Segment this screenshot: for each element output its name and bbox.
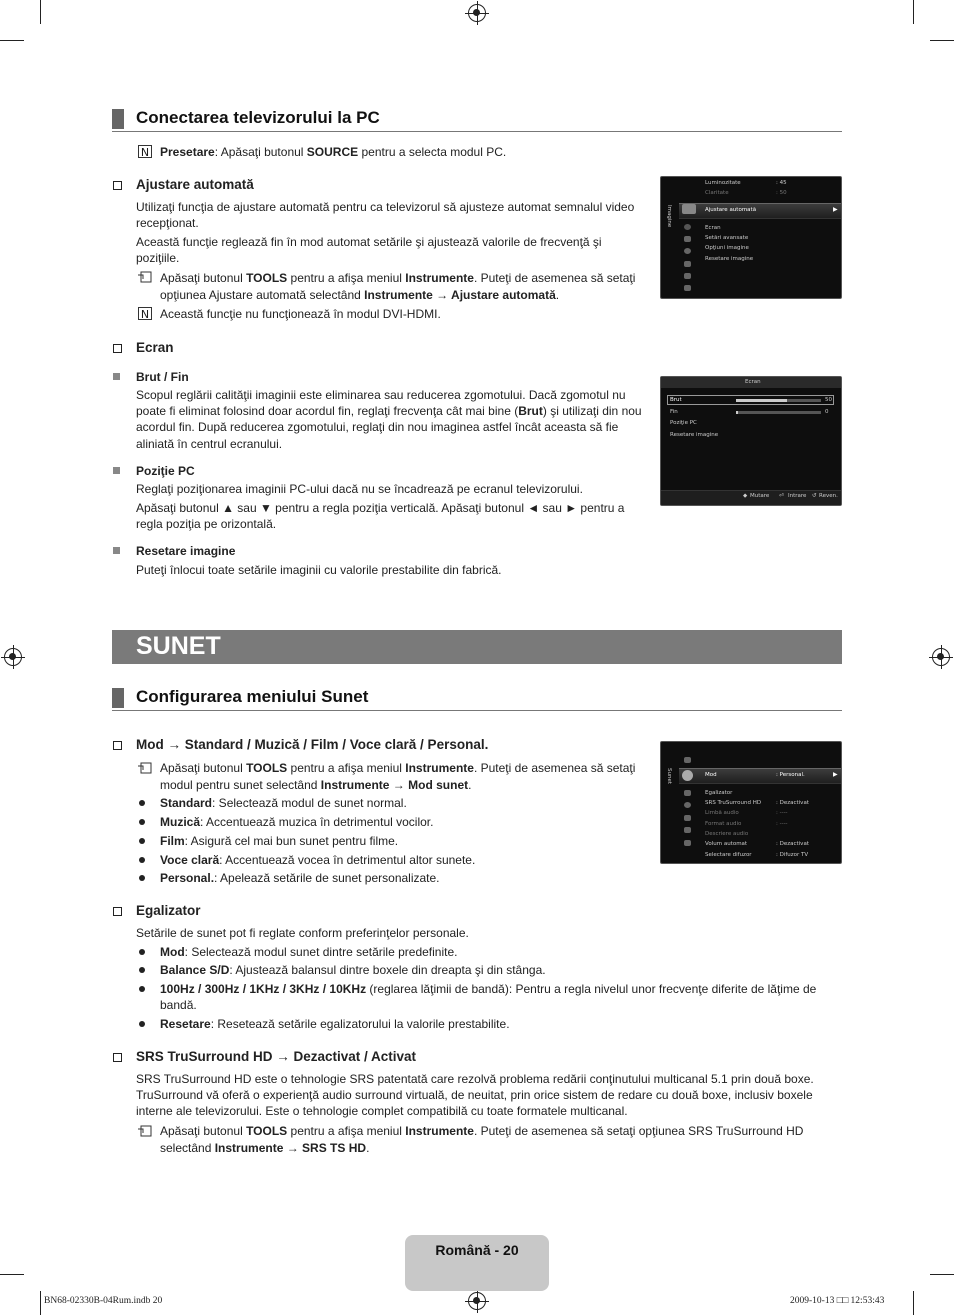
highlight-bar	[679, 203, 842, 219]
row-label-selected[interactable]: Brut	[670, 397, 682, 403]
picture-icon	[684, 757, 691, 763]
pozitie-l3: regla poziţia pe orizontală.	[136, 517, 277, 531]
row-label[interactable]: Egalizator	[705, 790, 733, 796]
mod-tools-l1: Apăsaţi butonul TOOLS pentru a afişa meniul Instrumente. Puteţi de asemenea să setaţi	[160, 761, 636, 775]
mod-bullet: Personal.: Apelează setările de sunet personalizate.	[160, 871, 440, 885]
brut-l3: acordul fin. După reducerea zgomotului, reglaţi din nou imaginea astfel încât aceasta să fie	[136, 420, 619, 434]
registration-mark-icon	[468, 4, 486, 22]
tv-screen-ecran	[660, 376, 842, 506]
crop-mark	[913, 0, 914, 24]
mod-tools-l2: modul pentru sunet selectând Instrumente → Mod sunet.	[160, 778, 472, 792]
checkbox-bullet-icon	[113, 344, 122, 353]
sound-icon	[684, 224, 691, 230]
crop-mark	[40, 0, 41, 24]
row-label[interactable]: Volum automat	[705, 841, 748, 847]
ajustare-p1-l1: Utilizaţi funcţia de ajustare automată pentru ca televizorul să ajusteze automat semnalul video	[136, 200, 635, 214]
input-icon	[684, 261, 691, 267]
brut-l4: aliniată în centrul ecranului.	[136, 437, 283, 451]
srs-l3: interne ale televizorului. Este o tehnologie complet compatibilă cu toate formatele multicanal.	[136, 1104, 628, 1118]
square-bullet-icon	[113, 467, 120, 474]
tv-screen-sunet	[660, 741, 842, 864]
tools-note-icon	[138, 271, 152, 283]
picture-icon	[682, 204, 696, 214]
ecran-title: Ecran	[136, 340, 174, 355]
row-label: Luminozitate	[705, 180, 741, 186]
heading-text: Conectarea televizorului la PC	[136, 108, 380, 127]
brut-l1: Scopul reglării calităţii imaginii este eliminarea sau reducerea zgomotului. Dacă zgomotul nu	[136, 388, 626, 402]
channel-icon	[684, 236, 691, 242]
row-value: : Dezactivat	[776, 800, 809, 806]
arrow-right-icon: ▶	[833, 206, 838, 213]
ajustare-title: Ajustare automată	[136, 177, 254, 192]
egalizator-title: Egalizator	[136, 903, 201, 918]
row-label[interactable]: Selectare difuzor	[705, 852, 752, 858]
source-label: SOURCE	[306, 145, 359, 159]
fin-value: 0	[825, 409, 829, 415]
egalizator-bullet-cont: bandă.	[160, 998, 197, 1012]
mod-title: Mod → Standard / Muzică / Film / Voce clară / Personal.	[136, 737, 489, 752]
bullet-dot	[139, 967, 145, 973]
srs-tools-l1: Apăsaţi butonul TOOLS pentru a afişa meniul Instrumente. Puteţi de asemenea să setaţi opţiunea SRS TruSurround HD	[160, 1124, 804, 1138]
pozitie-l1: Reglaţi poziţionarea imaginii PC-ului dacă nu se încadrează pe ecranul televizorului.	[136, 482, 583, 496]
enter-icon: ⏎	[779, 493, 784, 499]
bullet-dot	[139, 875, 145, 881]
row-value: : 50	[776, 190, 787, 196]
row-label[interactable]: Fin	[670, 409, 678, 415]
row-label: Descriere audio	[705, 831, 749, 837]
bullet-dot	[139, 800, 145, 806]
row-value: : ----	[776, 810, 788, 816]
registration-mark-icon	[4, 648, 22, 666]
bullet-dot	[139, 857, 145, 863]
application-icon	[684, 827, 691, 833]
bullet-dot	[139, 1021, 145, 1027]
sunet-banner	[112, 630, 842, 664]
brut-l2: poate fi eliminat folosind doar acordul fin, reglaţi frecvenţa cât mai bine (Brut) şi utilizaţi din nou	[136, 404, 642, 418]
fin-slider-track[interactable]	[736, 411, 821, 414]
row-label-selected[interactable]: Ajustare automată	[705, 207, 757, 213]
egalizator-bullet: 100Hz / 300Hz / 1KHz / 3KHz / 10KHz (reglarea lăţimii de bandă): Pentru a regla nivelul unor frecvenţe diferite de lăţime de	[160, 982, 817, 996]
egalizator-bullet: Resetare: Resetează setările egalizatorului la valorile prestabilite.	[160, 1017, 510, 1031]
row-value: : Difuzor TV	[776, 852, 809, 858]
checkbox-bullet-icon	[113, 907, 122, 916]
ajustare-p2-l1: Această funcţie reglează fin în mod automat setările şi ajustează valorile de frecvenţă şi	[136, 235, 602, 249]
support-icon	[684, 285, 691, 291]
row-value: : Dezactivat	[776, 841, 809, 847]
side-label: Imagine	[666, 205, 672, 228]
tv-screen-imagine	[660, 176, 842, 299]
egalizator-intro: Setările de sunet pot fi reglate conform preferinţelor personale.	[136, 926, 469, 940]
heading-bar	[112, 688, 124, 708]
banner-title: SUNET	[136, 632, 221, 660]
checkbox-bullet-icon	[113, 1053, 122, 1062]
resetare-l1: Puteţi înlocui toate setările imaginii cu valorile prestabilite din fabrică.	[136, 563, 502, 577]
fin-slider-fill	[736, 411, 738, 414]
support-icon	[684, 840, 691, 846]
checkbox-bullet-icon	[113, 181, 122, 190]
screen-title: Ecran	[745, 379, 761, 385]
preset-text-end: pentru a selecta modul PC.	[358, 145, 507, 159]
resetare-title: Resetare imagine	[136, 544, 236, 558]
crop-mark	[0, 1274, 24, 1275]
registration-mark-icon	[932, 648, 950, 666]
side-label: Sunet	[666, 768, 672, 785]
input-icon	[684, 815, 691, 821]
srs-l1: SRS TruSurround HD este o tehnologie SRS patentată care rezolvă problema redării conţinutului multicanal 5.1 prin două boxe.	[136, 1072, 814, 1086]
section-heading-sunet	[112, 688, 842, 711]
channel-icon	[684, 790, 691, 796]
bullet-dot	[139, 819, 145, 825]
row-label: Format audio	[705, 821, 742, 827]
srs-l2: TruSurround vă oferă o experienţă audio surround virtuală, de neuitat, prin orice sistem de redare cu două boxe, inclusiv boxele	[136, 1088, 813, 1102]
page-number-tab	[405, 1235, 549, 1291]
row-label[interactable]: Resetare imagine	[705, 256, 754, 262]
ajustare-tools-l2: opţiunea Ajustare automată selectând Instrumente → Ajustare automată.	[160, 288, 560, 302]
heading-text: Configurarea meniului Sunet	[136, 687, 369, 706]
bullet-dot	[139, 986, 145, 992]
ajustare-p2-l2: poziţiile.	[136, 251, 180, 265]
ajustare-note: Această funcţie nu funcţionează în modul DVI-HDMI.	[160, 307, 441, 321]
return-icon: ↺	[812, 493, 817, 499]
pozitie-title: Poziţie PC	[136, 464, 195, 478]
section-heading-pc	[112, 109, 842, 132]
row-label[interactable]: Ecran	[705, 225, 721, 231]
row-label: Claritate	[705, 190, 729, 196]
brut-slider-track[interactable]	[736, 399, 821, 402]
crop-mark	[930, 1274, 954, 1275]
srs-title: SRS TruSurround HD → Dezactivat / Activat	[136, 1049, 417, 1064]
crop-mark	[913, 1291, 914, 1315]
heading-bar	[112, 109, 124, 129]
arrow-right-icon: ▶	[833, 771, 838, 778]
brut-slider-fill	[736, 399, 787, 402]
brut-value: 50	[825, 397, 832, 403]
crop-mark	[0, 40, 24, 41]
ajustare-p1-l2: recepţionat.	[136, 216, 199, 230]
note-icon: N	[138, 307, 152, 320]
footer-file-info: BN68-02330B-04Rum.indb 20	[44, 1296, 163, 1306]
mod-bullet: Voce clară: Accentuează vocea în detrimentul altor sunete.	[160, 853, 476, 867]
row-label-selected[interactable]: Mod	[705, 772, 717, 778]
highlight-bar	[679, 768, 842, 784]
square-bullet-icon	[113, 547, 120, 554]
preset-label: Presetare	[160, 145, 215, 159]
pozitie-l2: Apăsaţi butonul ▲ sau ▼ pentru a regla poziţia verticală. Apăsaţi butonul ◄ sau ► pentru a	[136, 501, 625, 515]
return-label: Reven.	[819, 493, 838, 499]
srs-tools-l2: selectând Instrumente → SRS TS HD.	[160, 1141, 370, 1155]
registration-mark-icon	[468, 1292, 486, 1310]
bullet-dot	[139, 949, 145, 955]
mod-bullet: Standard: Selectează modul de sunet normal.	[160, 796, 407, 810]
brut-title: Brut / Fin	[136, 370, 189, 384]
row-value: : Personal.	[776, 772, 805, 778]
bullet-dot	[139, 838, 145, 844]
page-number: Română - 20	[435, 1242, 519, 1258]
tools-note-icon	[138, 762, 152, 774]
note-icon: N	[138, 145, 152, 158]
mod-bullet: Muzică: Accentuează muzica în detrimentul vocilor.	[160, 815, 434, 829]
checkbox-bullet-icon	[113, 741, 122, 750]
application-icon	[684, 273, 691, 279]
tools-note-icon	[138, 1125, 152, 1137]
setup-icon	[684, 802, 691, 808]
row-value: : 45	[776, 180, 787, 186]
row-label: Limbă audio	[705, 810, 739, 816]
ajustare-tools-l1: Apăsaţi butonul TOOLS pentru a afişa meniul Instrumente. Puteţi de asemenea să setaţi	[160, 271, 636, 285]
preset-note	[160, 144, 506, 161]
enter-label: Intrare	[788, 493, 807, 499]
row-label[interactable]: SRS TruSurround HD	[705, 800, 762, 806]
sound-icon	[682, 770, 693, 781]
preset-text: : Apăsaţi butonul	[214, 145, 307, 159]
row-label[interactable]: Poziţie PC	[670, 420, 697, 426]
setup-icon	[684, 248, 691, 254]
square-bullet-icon	[113, 373, 120, 380]
mod-bullet: Film: Asigură cel mai bun sunet pentru filme.	[160, 834, 399, 848]
egalizator-bullet: Mod: Selectează modul sunet dintre setările predefinite.	[160, 945, 458, 959]
move-label: Mutare	[750, 493, 770, 499]
row-label[interactable]: Resetare imagine	[670, 432, 719, 438]
crop-mark	[40, 1291, 41, 1315]
row-value: : ----	[776, 821, 788, 827]
crop-mark	[930, 40, 954, 41]
row-label[interactable]: Setări avansate	[705, 235, 749, 241]
move-icon: ◆	[743, 493, 748, 499]
footer-timestamp: 2009-10-13 □□ 12:53:43	[790, 1296, 885, 1306]
row-label[interactable]: Opţiuni imagine	[705, 245, 749, 251]
egalizator-bullet: Balance S/D: Ajustează balansul dintre boxele din dreapta şi din stânga.	[160, 963, 546, 977]
